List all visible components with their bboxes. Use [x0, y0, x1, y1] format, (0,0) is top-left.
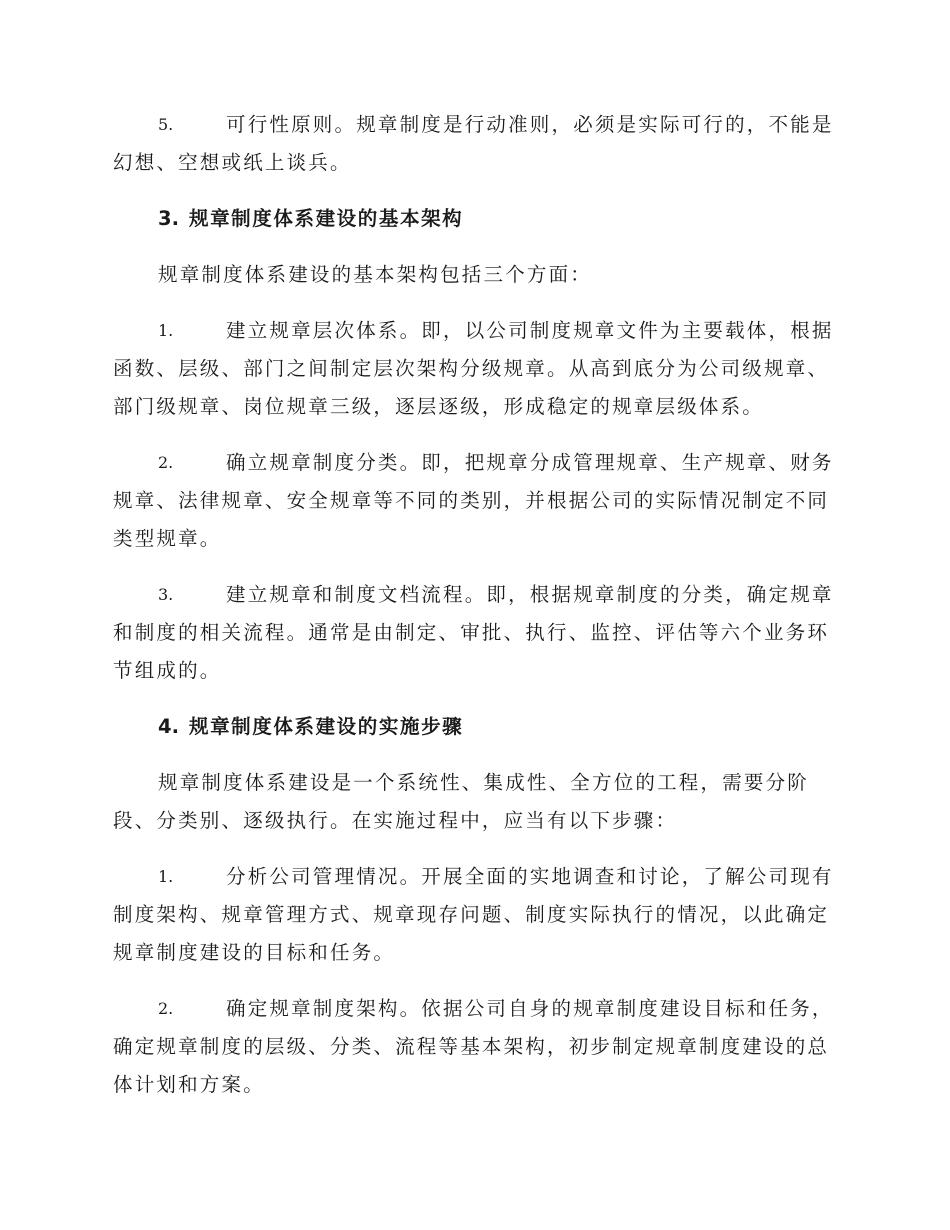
list-number: 5.	[158, 115, 174, 134]
text-line	[113, 312, 833, 350]
line-text: 节组成的。	[113, 659, 222, 682]
text-line	[113, 520, 833, 558]
text-line	[113, 1066, 833, 1104]
text-line	[113, 388, 833, 426]
line-text: 确定规章制度的层级、分类、流程等基本架构，初步制定规章制度建设的总	[113, 1035, 830, 1058]
line-text: 幻想、空想或纸上谈兵。	[113, 151, 352, 174]
list-number: 2.	[158, 453, 174, 472]
section-title: 规章制度体系建设的基本架构	[188, 207, 464, 230]
list-number: 1.	[158, 321, 174, 340]
section-heading	[113, 200, 833, 238]
line-text: 规章制度建设的目标和任务。	[113, 941, 396, 964]
line-text: 规章制度体系建设的基本架构包括三个方面：	[158, 263, 593, 286]
text-line	[113, 350, 833, 388]
paragraph	[113, 764, 833, 840]
text-line	[113, 614, 833, 652]
section-number: 4.	[158, 715, 179, 738]
line-text: 建立规章和制度文档流程。即，根据规章制度的分类，确定规章	[226, 583, 834, 606]
text-line	[113, 106, 833, 144]
text-line	[113, 764, 833, 802]
line-text: 分析公司管理情况。开展全面的实地调查和讨论，了解公司现有	[226, 865, 834, 888]
list-number: 1.	[158, 867, 174, 886]
line-text: 可行性原则。规章制度是行动准则，必须是实际可行的，不能是	[226, 113, 834, 136]
text-line	[113, 896, 833, 934]
line-text: 体计划和方案。	[113, 1073, 265, 1096]
text-line	[113, 802, 833, 840]
text-line	[113, 144, 833, 182]
list-number: 2.	[158, 999, 174, 1018]
list-item	[113, 858, 833, 972]
text-line	[113, 858, 833, 896]
line-text: 部门级规章、岗位规章三级，逐层逐级，形成稳定的规章层级体系。	[113, 395, 765, 418]
line-text: 函数、层级、部门之间制定层次架构分级规章。从高到底分为公司级规章、	[113, 357, 830, 380]
text-line	[113, 934, 833, 972]
document-page	[113, 106, 833, 1122]
list-item	[113, 990, 833, 1104]
text-line	[113, 444, 833, 482]
section-title: 规章制度体系建设的实施步骤	[188, 715, 464, 738]
line-text: 段、分类别、逐级执行。在实施过程中，应当有以下步骤：	[113, 809, 678, 832]
line-text: 和制度的相关流程。通常是由制定、审批、执行、监控、评估等六个业务环	[113, 621, 830, 644]
list-item	[113, 444, 833, 558]
paragraph	[113, 256, 833, 294]
line-text: 规章制度体系建设是一个系统性、集成性、全方位的工程，需要分阶	[158, 771, 810, 794]
list-item	[113, 106, 833, 182]
line-text: 规章、法律规章、安全规章等不同的类别，并根据公司的实际情况制定不同	[113, 489, 830, 512]
text-line	[113, 1028, 833, 1066]
line-text: 确立规章制度分类。即，把规章分成管理规章、生产规章、财务	[226, 451, 834, 474]
text-line	[113, 990, 833, 1028]
text-line	[113, 652, 833, 690]
line-text: 制度架构、规章管理方式、规章现存问题、制度实际执行的情况，以此确定	[113, 903, 830, 926]
line-text: 确定规章制度架构。依据公司自身的规章制度建设目标和任务，	[226, 997, 834, 1020]
text-line	[113, 482, 833, 520]
section-heading	[113, 708, 833, 746]
line-text: 建立规章层次体系。即，以公司制度规章文件为主要载体，根据	[226, 319, 834, 342]
line-text: 类型规章。	[113, 527, 222, 550]
list-item	[113, 576, 833, 690]
text-line	[113, 576, 833, 614]
list-number: 3.	[158, 585, 174, 604]
text-line	[113, 256, 833, 294]
section-number: 3.	[158, 207, 179, 230]
list-item	[113, 312, 833, 426]
